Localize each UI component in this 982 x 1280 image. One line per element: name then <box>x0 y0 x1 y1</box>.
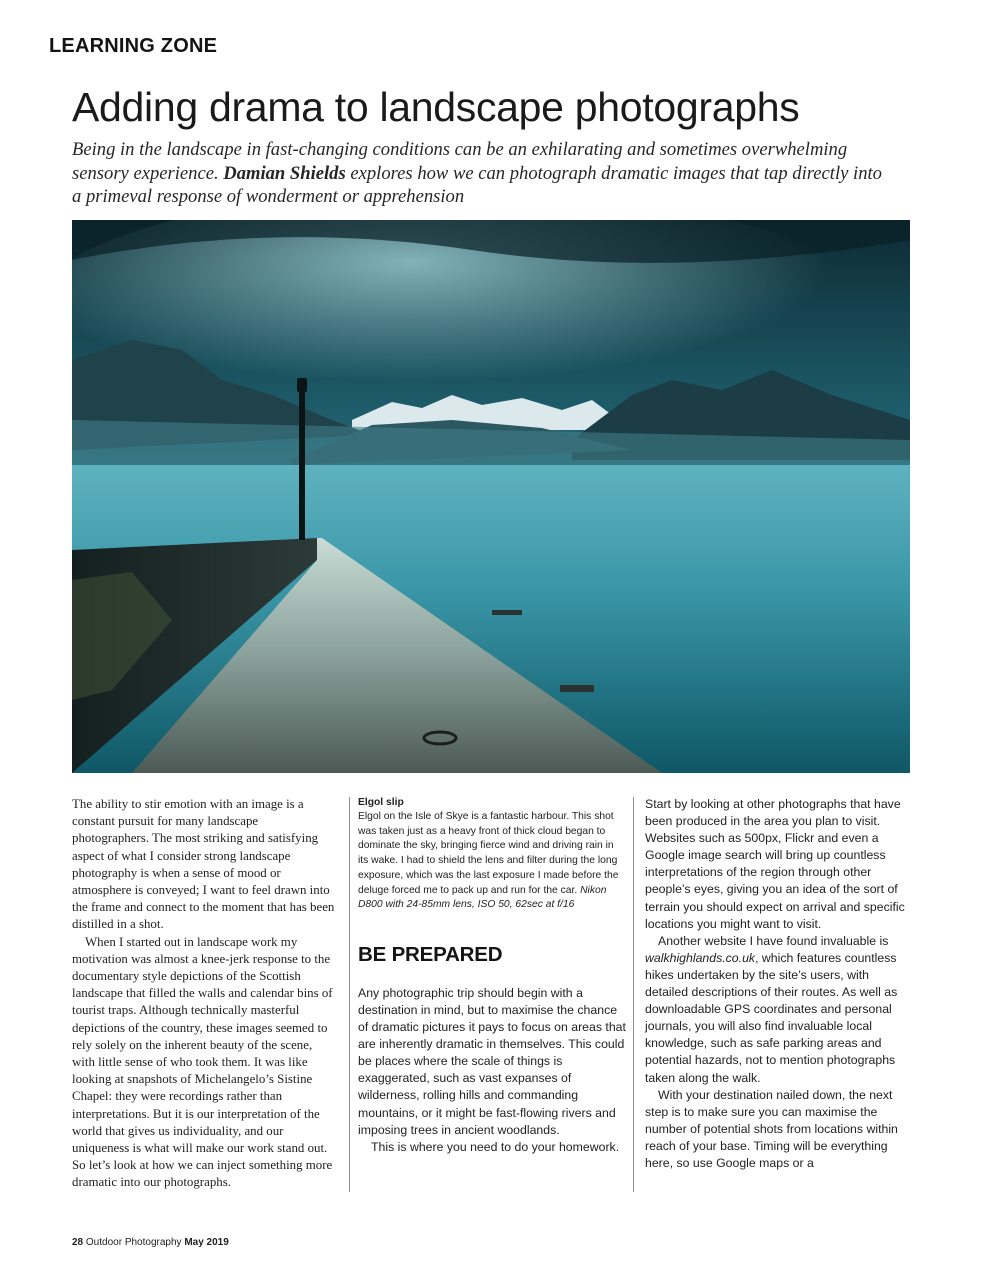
paragraph: With your destination nailed down, the next step is to make sure you can maximise the number of potential shots from locations within reach of your base. Timing will be everything here, so use Google maps or a <box>645 1087 898 1170</box>
paragraph <box>645 933 913 1087</box>
magazine-name: Outdoor Photography <box>85 1237 182 1248</box>
column-divider <box>633 797 634 1192</box>
paragraph: The ability to stir emotion with an image is a constant pursuit for many landscape photographers. The most striking and satisfying aspect of what I consider strong landscape photography is when a sense of mood or atmosphere is conveyed; I want to feel drawn into the frame and connect to the moment that has been distilled in a shot. <box>72 797 335 932</box>
column-3 <box>645 796 913 1172</box>
caption-tech: Nikon D800 with 24-85mm lens, ISO 50, 62sec at f/16 <box>358 884 607 911</box>
paragraph: When I started out in landscape work my motivation was almost a knee-jerk response to the documentary style depictions of the Scottish landscape that filled the walls and calendar bins of tourist traps. Although technically masterful depictions of the country, these images seemed to rely solely on the inherent beauty of the scene, with little sense of who took them. It was like looking at snapshots of Michelangelo’s Sistine Chapel: they were recordings rather than interpretations. But it is our interpretation of the world that gives us individuality, and our uniqueness is what will make our work stand out. So let’s look at how we can inject something more dramatic into our photographs. <box>72 934 333 1190</box>
landscape-photo <box>72 220 910 773</box>
paragraph: This is where you need to do your homework. <box>371 1139 620 1154</box>
article-title: Adding drama to landscape photographs <box>72 84 800 130</box>
page-number: 28 <box>72 1237 84 1248</box>
author-name: Damian Shields <box>223 162 346 184</box>
standfirst-text-end: explores how we can photograph dramatic images that tap directly into a primeval response of wonderment or apprehension <box>72 162 882 207</box>
caption-title: Elgol slip <box>358 797 404 808</box>
paragraph: Start by looking at other photographs that have been produced in the area you plan to visit. Websites such as 500px, Flickr and even a Google image search will bring up countless interpretations of the region through other people’s eyes, giving you an idea of the sort of terrain you should expect on arrival and specific locations you might want to visit. <box>645 797 905 931</box>
caption-body <box>358 810 626 913</box>
paragraph-text: , which features countless hikes undertaken by the site’s users, with detailed descriptions of their routes. As well as downloadable GPS coordinates and personal journals, you will also find invaluable local knowledge, such as safe parking areas and potential hazards, not to mention photographs taken along the walk. <box>645 950 898 1085</box>
subheading: BE PREPARED <box>358 942 503 966</box>
website-link[interactable]: walkhighlands.co.uk <box>645 950 756 965</box>
issue-date: May 2019 <box>184 1237 229 1248</box>
column-divider <box>349 797 350 1192</box>
paragraph: Any photographic trip should begin with a destination in mind, but to maximise the chance of dramatic pictures it pays to focus on areas that are inherently dramatic in themselves. This could be places where the scale of things is exaggerated, such as vast expanses of wilderness, rolling hills and commanding mountains, or it might be fast-flowing rivers and imposing trees in ancient woodlands. <box>358 985 626 1137</box>
standfirst <box>72 138 882 209</box>
column-1 <box>72 796 338 1192</box>
section-label: LEARNING ZONE <box>49 35 218 57</box>
caption-text: Elgol on the Isle of Skye is a fantastic harbour. This shot was taken just as a heavy front of thick cloud began to dominate the sky, bringing fierce wind and driving rain in its wake. I had to shield the lens and filter during the long exposure, which was the last exposure I made before the deluge forced me to pack up and run for the car. <box>358 811 619 896</box>
standfirst-text: Being in the landscape in fast-changing conditions can be an exhilarating and sometimes overwhelming sensory experience. <box>72 139 848 184</box>
page-footer <box>72 1237 229 1248</box>
paragraph-text: Another website I have found invaluable is <box>658 933 889 948</box>
column-2 <box>358 796 626 1156</box>
